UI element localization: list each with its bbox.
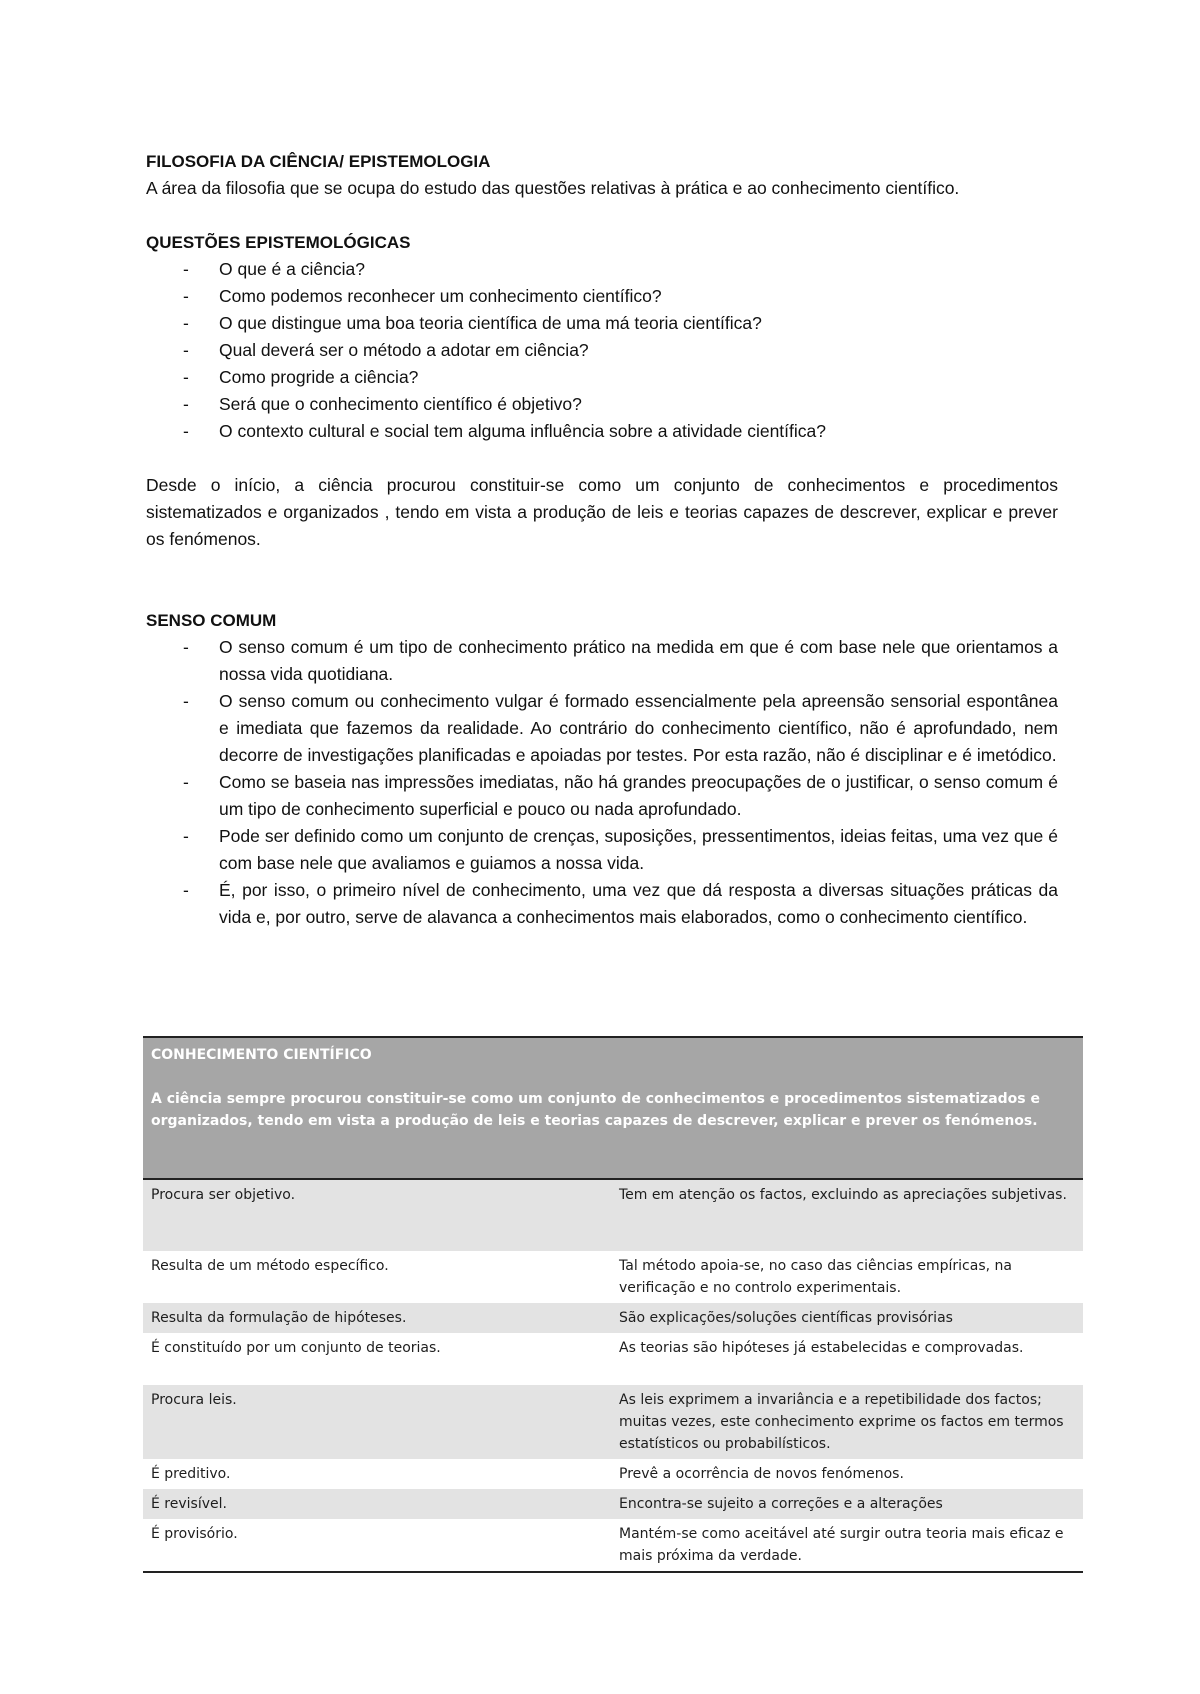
document-body (146, 148, 1058, 931)
table-cell-explanation: Mantém-se como aceitável até surgir outra teoria mais eficaz e mais próxima da verdade. (611, 1519, 1083, 1572)
table-cell-characteristic: Procura ser objetivo. (143, 1179, 611, 1251)
list-item: - Qual deverá ser o método a adotar em ciência? (183, 340, 589, 360)
table-header-text: A ciência sempre procurou constituir-se como um conjunto de conhecimentos e procedimentos sistematizados e organizados, tendo em vista a produção de leis e teorias capazes de descrever, explicar e prever os fenómenos. (151, 1091, 1040, 1129)
list-item: - O que é a ciência? (183, 259, 365, 279)
table-cell-characteristic: É provisório. (143, 1519, 611, 1572)
list-item: - Como podemos reconhecer um conhecimento científico? (183, 286, 662, 306)
table-cell-explanation: São explicações/soluções científicas provisórias (611, 1303, 1083, 1333)
table-row (143, 1333, 1083, 1385)
table-row (143, 1489, 1083, 1519)
section-title-common-sense: SENSO COMUM (146, 611, 277, 630)
list-item: - Pode ser definido como um conjunto de crenças, suposições, pressentimentos, ideias feitas, uma vez que é com base nele que avaliamos e guiamos a nossa vida. (183, 826, 1058, 873)
table-cell-characteristic: É preditivo. (151, 1466, 231, 1482)
science-paragraph: Desde o início, a ciência procurou constituir-se como um conjunto de conhecimentos e procedimentos sistematizados e organizados , tendo em vista a produção de leis e teorias capazes de descrever, explicar e prever os fenómenos. (146, 475, 1058, 549)
list-item: - O contexto cultural e social tem alguma influência sobre a atividade científica? (183, 421, 826, 441)
scientific-knowledge-table (143, 1036, 1083, 1573)
intro-definition: A área da filosofia que se ocupa do estudo das questões relativas à prática e ao conhecimento científico. (146, 178, 960, 198)
table-cell-characteristic: É revisível. (143, 1489, 611, 1519)
table-cell-explanation: Tal método apoia-se, no caso das ciências empíricas, na verificação e no controlo experimentais. (619, 1258, 1012, 1296)
table-row (143, 1459, 1083, 1489)
table-header-cell (143, 1037, 1083, 1179)
table-cell-characteristic: É constituído por um conjunto de teorias. (151, 1340, 441, 1356)
table-cell-characteristic: Procura leis. (143, 1385, 611, 1459)
table-title: CONHECIMENTO CIENTÍFICO (151, 1047, 372, 1063)
table-cell-characteristic: Resulta da formulação de hipóteses. (143, 1303, 611, 1333)
table-cell-explanation: Tem em atenção os factos, excluindo as apreciações subjetivas. (611, 1179, 1083, 1251)
table-cell-explanation: Prevê a ocorrência de novos fenómenos. (619, 1466, 904, 1482)
list-item: - Como progride a ciência? (183, 367, 419, 387)
list-item: - Será que o conhecimento científico é objetivo? (183, 394, 582, 414)
table-row (143, 1303, 1083, 1333)
table-cell-explanation: Encontra-se sujeito a correções e a alterações (611, 1489, 1083, 1519)
table-row (143, 1179, 1083, 1251)
table-header-row (143, 1037, 1083, 1179)
list-item: - O senso comum ou conhecimento vulgar é formado essencialmente pela apreensão sensorial espontânea e imediata que fazemos da realidade. Ao contrário do conhecimento científico, não é aprofundado, nem decorre de investigações planificadas e apoiadas por testes. Por esta razão, não é disciplinar e é imetódico. (183, 691, 1058, 765)
table-row (143, 1385, 1083, 1459)
common-sense-list (146, 634, 1058, 931)
list-item: - É, por isso, o primeiro nível de conhecimento, uma vez que dá resposta a diversas situações práticas da vida e, por outro, serve de alavanca a conhecimentos mais elaborados, como o conhecimento científico. (183, 880, 1058, 927)
section-title-philosophy-of-science: FILOSOFIA DA CIÊNCIA/ EPISTEMOLOGIA (146, 152, 491, 171)
list-item: - O senso comum é um tipo de conhecimento prático na medida em que é com base nele que orientamos a nossa vida quotidiana. (183, 637, 1058, 684)
list-item: - O que distingue uma boa teoria científica de uma má teoria científica? (183, 313, 762, 333)
section-title-epistemological-questions: QUESTÕES EPISTEMOLÓGICAS (146, 233, 411, 252)
table-row (143, 1519, 1083, 1572)
list-item: - Como se baseia nas impressões imediatas, não há grandes preocupações de o justificar, o senso comum é um tipo de conhecimento superficial e pouco ou nada aprofundado. (183, 772, 1058, 819)
table-cell-explanation: As teorias são hipóteses já estabelecidas e comprovadas. (619, 1340, 1024, 1356)
table-cell-characteristic: Resulta de um método específico. (151, 1258, 389, 1274)
questions-list (146, 256, 1058, 445)
table-cell-explanation: As leis exprimem a invariância e a repetibilidade dos factos; muitas vezes, este conhecimento exprime os factos em termos estatísticos ou probabilísticos. (611, 1385, 1083, 1459)
table-row (143, 1251, 1083, 1303)
